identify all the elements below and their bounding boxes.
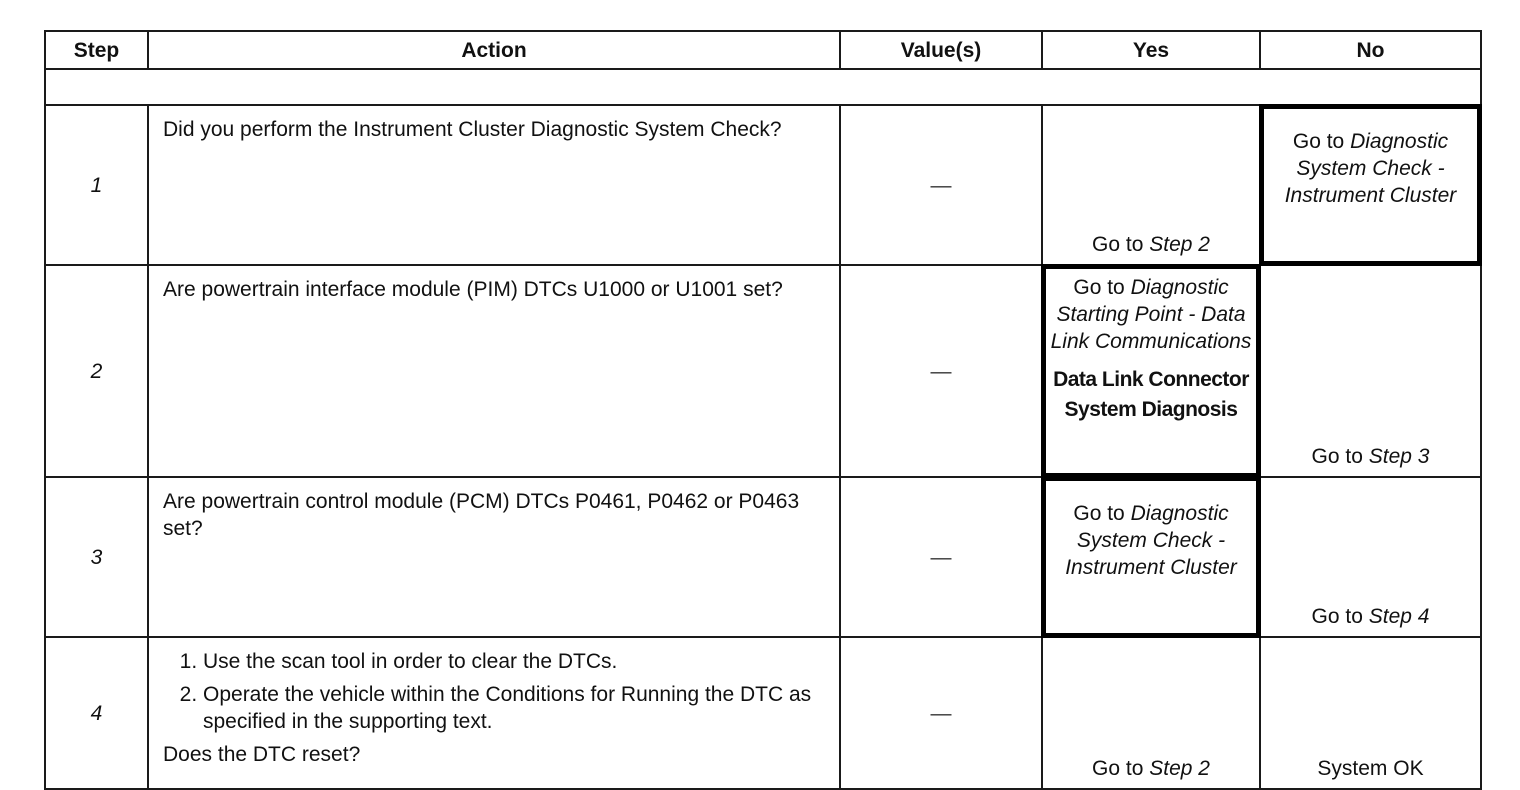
- yes-target: Step 2: [1149, 233, 1210, 256]
- action-question: Does the DTC reset?: [163, 743, 361, 766]
- yes-prefix: Go to: [1073, 276, 1131, 299]
- yes-target: Step 2: [1149, 757, 1210, 780]
- value-dash: —: [930, 701, 952, 725]
- action-text: Are powertrain interface module (PIM) DTCs U1000 or U1001 set?: [148, 265, 840, 477]
- diagnostic-table: [44, 30, 1482, 790]
- yes-link[interactable]: [1043, 478, 1259, 581]
- table-row: [45, 477, 1481, 637]
- yes-link[interactable]: [1043, 755, 1259, 782]
- yes-cell: [1042, 105, 1260, 265]
- table-row: [45, 637, 1481, 789]
- value-cell: [840, 265, 1042, 477]
- action-step-item: 1. Use the scan tool in order to clear the DTCs.: [203, 648, 825, 675]
- yes-link[interactable]: [1043, 231, 1259, 258]
- spacer-row: [45, 69, 1481, 105]
- yes-cell: [1042, 477, 1260, 637]
- no-target: Step 4: [1368, 605, 1430, 628]
- yes-cell: [1042, 265, 1260, 477]
- value-dash: —: [930, 545, 952, 569]
- action-step-item: 2. Operate the vehicle within the Conditions for Running the DTC as specified in the supporting text.: [203, 681, 825, 735]
- value-cell: [840, 637, 1042, 789]
- table-row: [45, 105, 1481, 265]
- no-target: Step 3: [1368, 445, 1430, 468]
- yes-extra-link[interactable]: Data Link Connector System Diagnosis: [1053, 368, 1249, 421]
- step-number: 1: [45, 105, 148, 265]
- action-text: Are powertrain control module (PCM) DTCs P0461, P0462 or P0463 set?: [148, 477, 840, 637]
- yes-prefix: Go to: [1092, 233, 1150, 256]
- no-link[interactable]: [1261, 443, 1480, 470]
- header-yes: Yes: [1042, 31, 1260, 69]
- no-prefix: Go to: [1311, 605, 1369, 628]
- yes-link[interactable]: [1043, 266, 1259, 425]
- header-values: Value(s): [840, 31, 1042, 69]
- yes-target: Diagnostic Starting Point - Data Link Communications: [1050, 276, 1252, 353]
- step-number: 4: [45, 637, 148, 789]
- value-dash: —: [930, 359, 952, 383]
- step-number: 3: [45, 477, 148, 637]
- no-prefix: Go to: [1311, 445, 1369, 468]
- yes-target: Diagnostic System Check - Instrument Cluster: [1065, 502, 1237, 579]
- no-prefix: Go to: [1292, 130, 1351, 153]
- no-result: System OK: [1317, 757, 1424, 780]
- no-cell: [1260, 637, 1481, 789]
- spacer-cell: [45, 69, 1481, 105]
- value-cell: [840, 105, 1042, 265]
- header-row: [45, 31, 1481, 69]
- step-number: 2: [45, 265, 148, 477]
- no-cell: [1260, 477, 1481, 637]
- header-action: Action: [148, 31, 840, 69]
- action-steps-list: [163, 648, 825, 735]
- header-step: Step: [45, 31, 148, 69]
- table-row: [45, 265, 1481, 477]
- no-cell: [1260, 265, 1481, 477]
- no-link[interactable]: [1261, 603, 1480, 630]
- action-text: [148, 637, 840, 789]
- value-cell: [840, 477, 1042, 637]
- yes-prefix: Go to: [1092, 757, 1150, 780]
- action-text: Did you perform the Instrument Cluster Diagnostic System Check?: [148, 105, 840, 265]
- yes-cell: [1042, 637, 1260, 789]
- no-cell: [1260, 105, 1481, 265]
- no-link[interactable]: [1261, 106, 1480, 209]
- yes-prefix: Go to: [1073, 502, 1131, 525]
- no-target: Diagnostic System Check - Instrument Cluster: [1284, 130, 1457, 207]
- header-no: No: [1260, 31, 1481, 69]
- value-dash: —: [930, 173, 952, 197]
